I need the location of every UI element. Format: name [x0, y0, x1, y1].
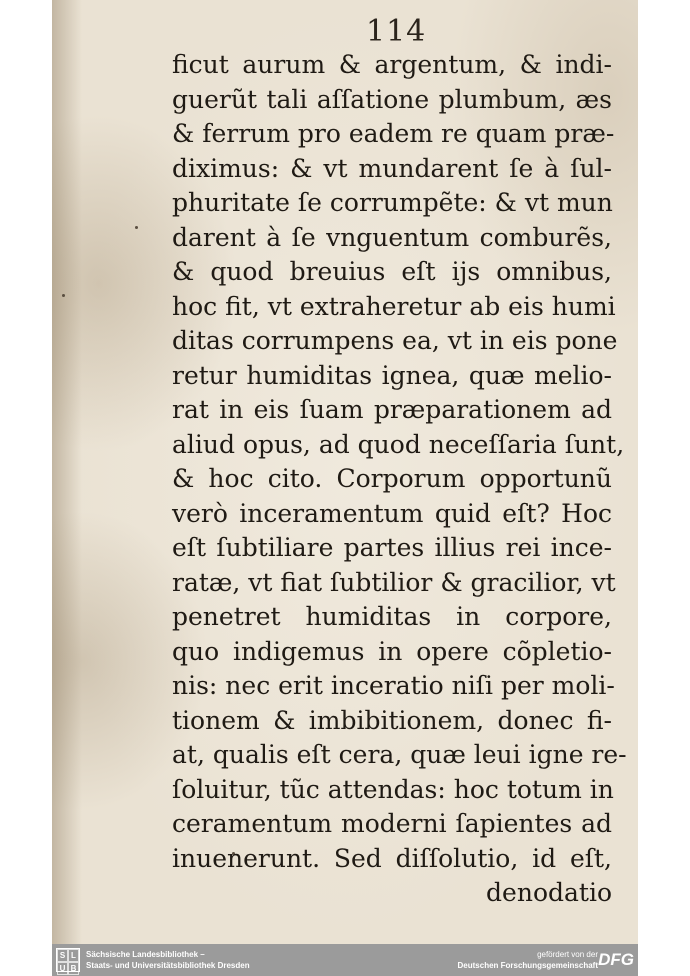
dfg-logo[interactable]: DFG	[598, 950, 634, 969]
slub-logo-letter: S	[57, 949, 68, 962]
text-line: rat in eis ſuam præparationem ad	[172, 395, 612, 424]
text-line: & ferrum pro eadem re quam præ-	[172, 119, 615, 148]
text-line: tionem & imbibitionem, donec fi-	[172, 705, 612, 735]
text-line: verò inceramentum quid eſt? Hoc	[172, 498, 612, 528]
text-line: penetret humiditas in corpore,	[172, 602, 612, 631]
page-number: 114	[366, 14, 427, 49]
text-line: eſt ſubtiliare partes illius rei ince-	[172, 533, 612, 562]
slub-logo-letter: U	[57, 962, 68, 975]
library-name-line2: Staats- und Universitätsbibliothek Dresden	[86, 961, 250, 970]
funding-line1: gefördert von der	[537, 950, 598, 959]
funding-line2: Deutschen Forschungsgemeinschaft	[457, 961, 598, 970]
text-line: phuritate ſe corrumpẽte: & vt mun	[172, 188, 613, 217]
ink-speck	[135, 226, 138, 229]
library-name[interactable]	[86, 949, 250, 971]
text-line: inuenerunt. Sed diſſolutio, id eſt,	[172, 843, 612, 873]
library-name-line1: Sächsische Landesbibliothek –	[86, 950, 205, 959]
text-line: darent à ſe vnguentum comburẽs,	[172, 222, 612, 252]
text-line: & quod breuius eſt ijs omnibus,	[172, 257, 612, 286]
text-line: retur humiditas ignea, quæ melio-	[172, 360, 612, 390]
text-line: at, qualis eſt cera, quæ leui igne re-	[172, 740, 627, 769]
text-line: ficut aurum & argentum, & indi-	[172, 50, 612, 79]
text-line: quo indigemus in opere cõpletio-	[172, 636, 612, 666]
text-line: ceramentum moderni ſapientes ad	[172, 809, 612, 838]
catchword: denodatio	[486, 878, 612, 907]
slub-logo-letter: L	[68, 949, 79, 962]
text-line: aliud opus, ad quod neceſſaria ſunt,	[172, 429, 625, 459]
slub-logo-letter: B	[68, 962, 79, 975]
text-line: ditas corrumpens ea, vt in eis pone	[172, 326, 618, 355]
funding-credit	[458, 949, 598, 971]
slub-logo[interactable]	[56, 948, 80, 972]
text-line: guerũt tali aſſatione plumbum, æs	[172, 84, 612, 114]
page-text-block	[172, 48, 627, 911]
footer-bar	[52, 944, 638, 976]
ink-speck	[62, 294, 65, 297]
text-line: hoc fit, vt extraheretur ab eis humi	[172, 291, 616, 321]
text-line: ſoluitur, tũc attendas: hoc totum in	[172, 774, 614, 804]
text-line: ratæ, vt fiat ſubtilior & gracilior, vt	[172, 567, 616, 597]
text-line: nis: nec erit inceratio niſi per moli-	[172, 671, 615, 700]
text-line: diximus: & vt mundarent ſe à ſul-	[172, 153, 612, 183]
text-line: & hoc cito. Corporum opportunũ	[172, 464, 612, 493]
